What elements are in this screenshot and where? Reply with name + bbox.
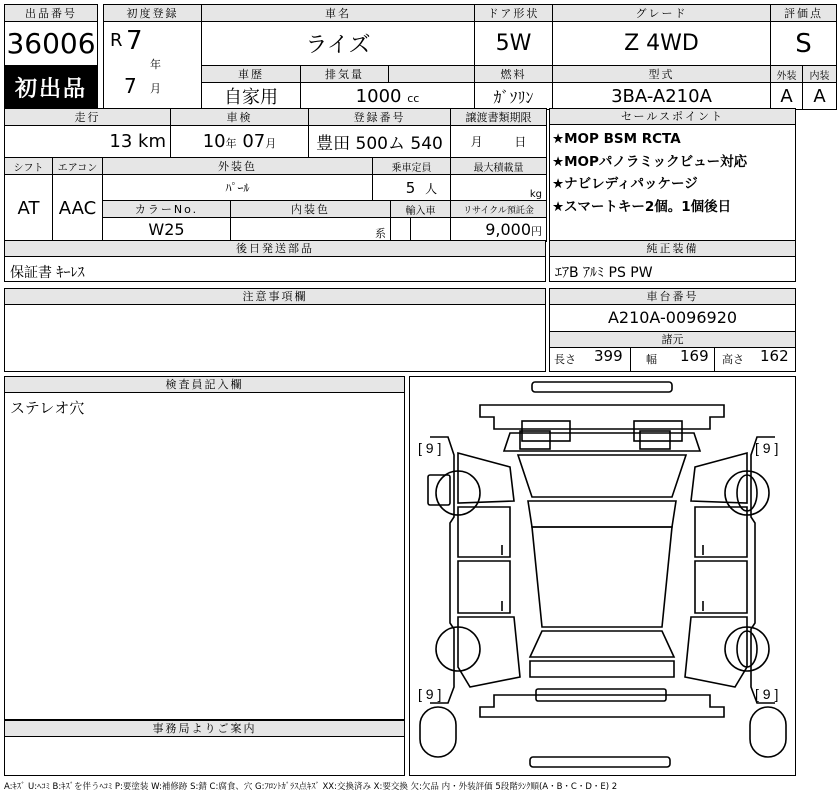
ext-label: 外装 [771, 66, 803, 83]
car-diagram [410, 377, 795, 775]
width-label: 幅 [646, 353, 657, 366]
tire-fl-label: [ 9 ] [418, 440, 442, 456]
month-unit: 月 [150, 82, 161, 95]
inspector-box [4, 376, 405, 720]
transfer-cell [451, 126, 547, 158]
recycle-cell [451, 218, 547, 242]
later-parts-title: 後日発送部品 [5, 241, 545, 257]
chassis-number: A210A-0096920 [607, 308, 738, 327]
door-type: 5W [475, 22, 553, 66]
width: 169 [680, 347, 709, 365]
car-history: 自家用 [202, 83, 301, 110]
grade: Z 4WD [553, 22, 771, 66]
inspection-cell [171, 126, 309, 158]
office-title: 事務局よりご案内 [5, 721, 404, 737]
inspector-note: ステレオ穴 [10, 399, 85, 417]
first-reg-month: 7 [124, 74, 137, 98]
mileage-cell [5, 126, 171, 158]
fuel-label: 燃料 [475, 66, 553, 83]
ext-color-label: 外装色 [103, 158, 373, 175]
era: R [110, 30, 123, 51]
recycle-label: リサイクル預託金 [451, 201, 547, 218]
mileage-label: 走行 [5, 109, 171, 126]
door-label: ドア形状 [475, 5, 553, 22]
displacement-cell [301, 83, 475, 110]
max-load-label: 最大積載量 [451, 158, 547, 175]
legend-text: A:ｷｽﾞ U:ﾍｺﾐ B:ｷｽﾞを伴うﾍｺﾐ P:要塗装 W:補修跡 S:錆 C:腐食、穴 G:ﾌﾛﾝﾄｶﾞﾗｽ点ｷｽﾞ XX:交換済み X:要交換 欠:欠品 内・外装評価 5段階ﾗﾝｸ順(A・B・C・D・E) 2 [4, 782, 618, 792]
int-color-label: 内装色 [231, 201, 391, 218]
first-reg-label: 初度登録 [104, 5, 202, 22]
recycle-unit: 円 [531, 225, 542, 238]
equipment-box [549, 240, 796, 282]
sales-points-box [549, 108, 796, 241]
length-label: 長さ [554, 353, 576, 366]
era-year: 7 [126, 26, 143, 56]
height: 162 [760, 347, 789, 365]
transfer-label: 譲渡書類期限 [451, 109, 547, 126]
tire-fr-label: [ 9 ] [755, 440, 779, 456]
dims-title: 諸元 [550, 331, 795, 348]
ext-color: ﾊﾟｰﾙ [103, 175, 373, 201]
history-label: 車歴 [202, 66, 301, 83]
sales-point-item: ★MOPパノラミックビュー対応 [552, 153, 748, 170]
sales-points-title: セールスポイント [550, 109, 795, 125]
int-color-unit: 系 [231, 218, 391, 242]
capacity-cell [373, 175, 451, 201]
year-unit: 年 [150, 58, 161, 71]
displacement-label: 排気量 [301, 66, 389, 83]
import-cell-b [411, 218, 451, 242]
sales-point-item: ★MOP BSM RCTA [552, 131, 681, 147]
max-load-unit: kg [451, 175, 547, 201]
inspector-title: 検査員記入欄 [5, 377, 404, 393]
model-label: 型式 [553, 66, 771, 83]
shift: AT [5, 175, 53, 242]
header-table [4, 4, 837, 110]
first-listing-badge: 初出品 [5, 66, 98, 110]
inspection-year-unit: 年 [225, 137, 237, 150]
int-score: A [803, 83, 837, 110]
length: 399 [594, 347, 623, 365]
ac: AAC [53, 175, 103, 242]
mileage: 13 [109, 131, 133, 152]
capacity: 5 [405, 178, 416, 197]
chassis-title: 車台番号 [550, 289, 795, 305]
import-cell-a [391, 218, 411, 242]
inspection-month: 07 [242, 131, 266, 152]
score: S [771, 22, 837, 66]
lot-no-label: 出品番号 [5, 5, 98, 22]
car-name: ライズ [202, 22, 475, 66]
car-name-label: 車名 [202, 5, 475, 22]
notes-title: 注意事項欄 [5, 289, 545, 305]
transfer-day-unit: 日 [514, 135, 527, 149]
tire-rr-label: [ 9 ] [755, 686, 779, 702]
displacement: 1000 [355, 85, 402, 107]
sales-points-list [552, 128, 747, 218]
notes-box [4, 288, 546, 372]
reg-no-label: 登録番号 [309, 109, 451, 126]
sales-point-item: ★スマートキー2個。1個後日 [552, 198, 732, 215]
equipment-value: ｴｱB ｱﾙﾐ PS PW [555, 265, 653, 281]
color-no: W25 [103, 218, 231, 242]
displacement-unit: cc [407, 91, 420, 105]
inspection-label: 車検 [171, 109, 309, 126]
import-label: 輸入車 [391, 201, 451, 218]
height-label: 高さ [722, 353, 744, 366]
sales-point-item: ★ナビレディパッケージ [552, 176, 698, 192]
later-parts-box [4, 240, 546, 282]
int-label: 内装 [803, 66, 837, 83]
car-diagram-box [409, 376, 796, 776]
reg-number: 豊田 500ム 540 [309, 126, 451, 158]
color-no-label: カラーNo. [103, 201, 231, 218]
fuel: ｶﾞｿﾘﾝ [475, 83, 553, 110]
capacity-label: 乗車定員 [373, 158, 451, 175]
chassis-box [549, 288, 796, 372]
transfer-month-unit: 月 [470, 135, 483, 149]
equipment-title: 純正装備 [550, 241, 795, 257]
shift-label: シフト [5, 158, 53, 175]
later-parts-value: 保証書 ｷｰﾚｽ [10, 265, 85, 281]
first-reg-cell [104, 22, 202, 110]
ext-score: A [771, 83, 803, 110]
lot-number: 36006 [5, 22, 98, 66]
inspection-month-unit: 月 [265, 137, 277, 150]
grade-label: グレード [553, 5, 771, 22]
recycle-amount: 9,000 [485, 220, 531, 239]
score-label: 評価点 [771, 5, 837, 22]
details-table [4, 108, 547, 242]
office-box [4, 720, 405, 776]
ac-label: エアコン [53, 158, 103, 175]
capacity-unit: 人 [425, 181, 438, 196]
tire-rl-label: [ 9 ] [418, 686, 442, 702]
mileage-unit: km [138, 131, 166, 152]
inspection-year: 10 [202, 131, 226, 152]
model-code: 3BA-A210A [553, 83, 771, 110]
